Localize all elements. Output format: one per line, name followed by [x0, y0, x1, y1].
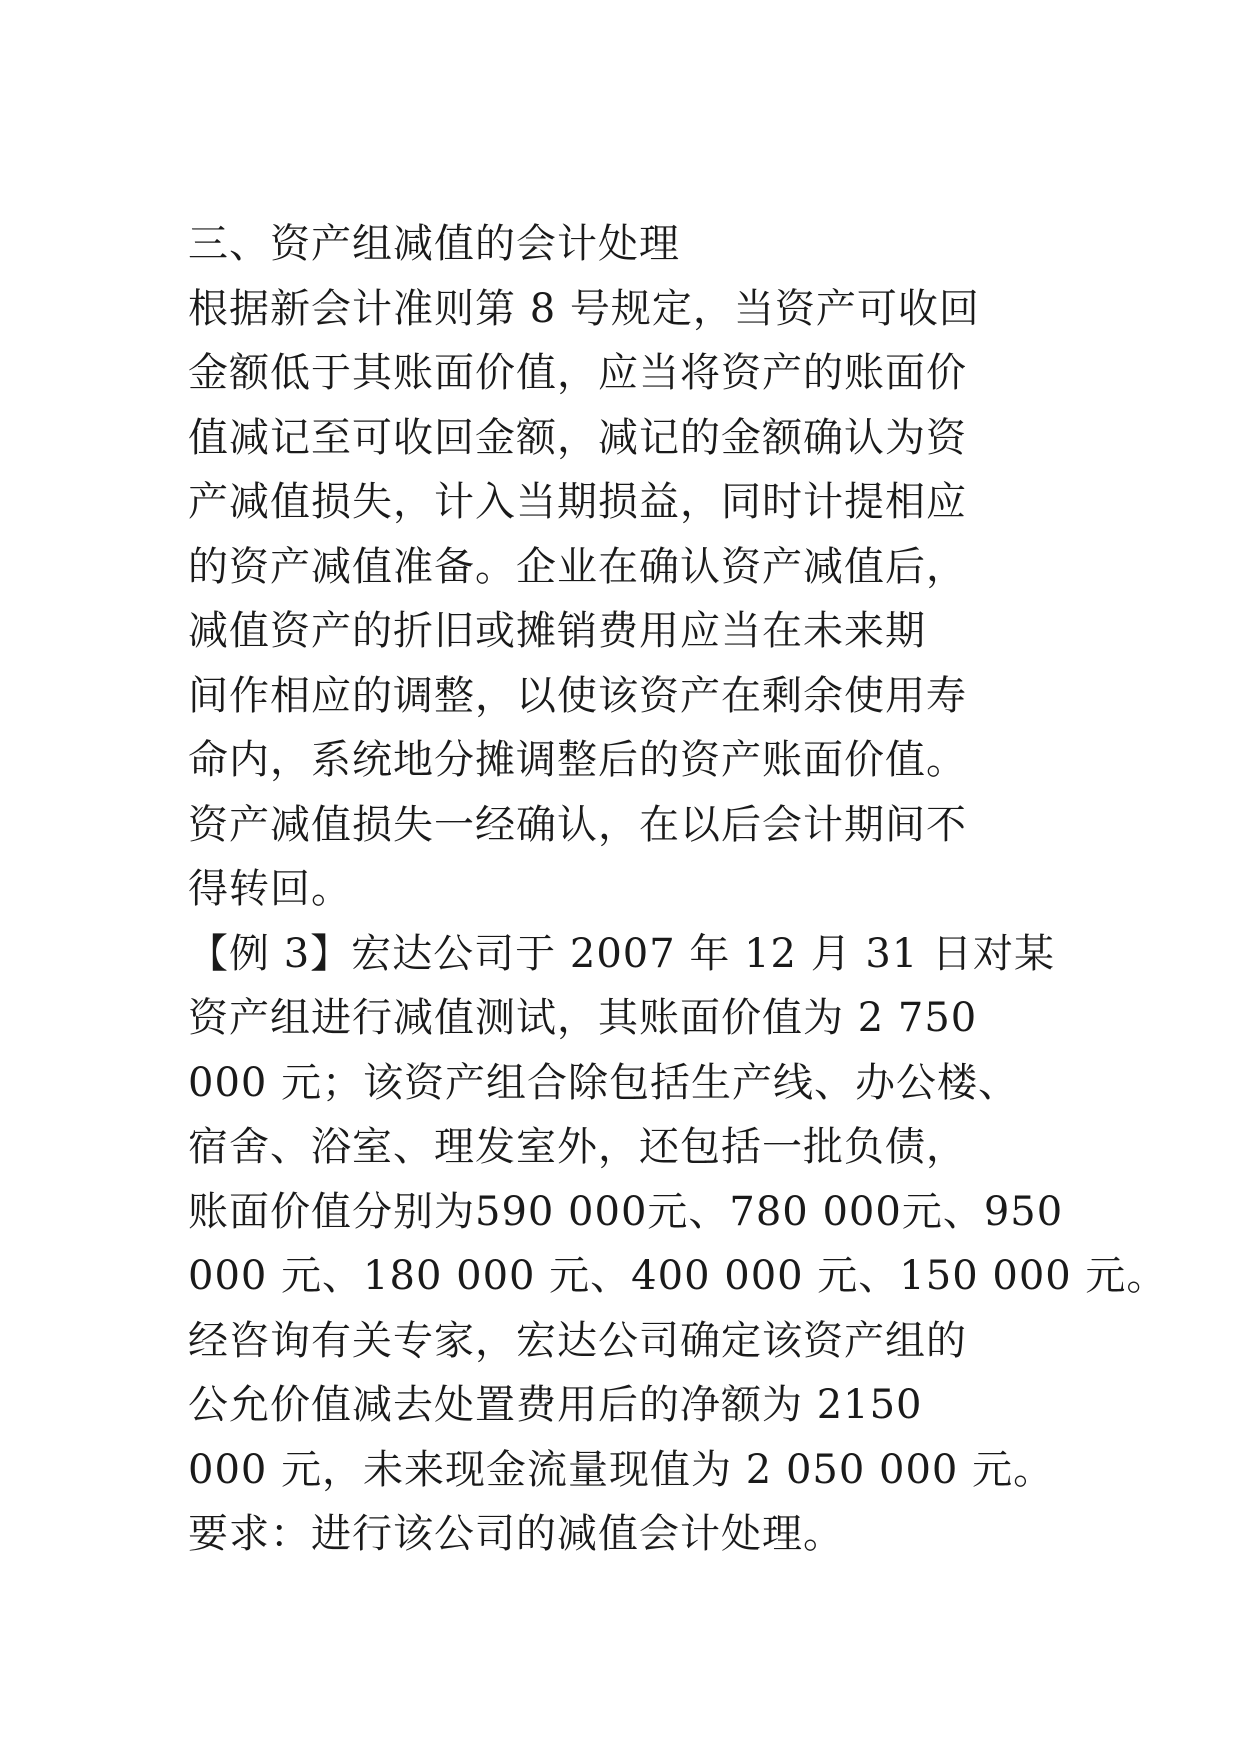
text-line: 间作相应的调整，以使该资产在剩余使用寿 [188, 672, 967, 719]
text-line: 金额低于其账面价值，应当将资产的账面价 [188, 350, 967, 396]
text-line: 值减记至可收回金额，减记的金额确认为资 [188, 414, 967, 461]
text-line: 命内，系统地分摊调整后的资产账面价值。 [188, 737, 967, 783]
text-line: 000 元；该资产组合除包括生产线、办公楼、 [188, 1059, 1020, 1106]
text-line: 宿舍、浴室、理发室外，还包括一批负债， [188, 1124, 967, 1170]
text-line: 账面价值分别为590 000元、780 000元、950 [188, 1188, 1064, 1235]
text-line: 根据新会计准则第 8 号规定，当资产可收回 [188, 285, 980, 332]
text-line: 得转回。 [188, 866, 352, 912]
text-line: 经咨询有关专家，宏达公司确定该资产组的 [188, 1317, 967, 1364]
text-line: 资产组进行减值测试，其账面价值为 2 750 [188, 995, 978, 1041]
example-heading-line: 【例 3】宏达公司于 2007 年 12 月 31 日对某 [188, 930, 1056, 977]
text-line: 公允价值减去处置费用后的净额为 2150 [188, 1382, 923, 1428]
text-line: 产减值损失，计入当期损益，同时计提相应 [188, 479, 967, 525]
text-line: 减值资产的折旧或摊销费用应当在未来期 [188, 608, 926, 654]
section-heading: 三、资产组减值的会计处理 [188, 221, 680, 267]
document-text [188, 212, 1168, 1567]
text-line: 000 元、180 000 元、400 000 元、150 000 元。 [188, 1253, 1168, 1299]
text-line: 000 元，未来现金流量现值为 2 050 000 元。 [188, 1446, 1055, 1493]
requirement-line: 要求：进行该公司的减值会计处理。 [188, 1511, 844, 1557]
text-line: 的资产减值准备。企业在确认资产减值后， [188, 543, 967, 590]
text-line: 资产减值损失一经确认，在以后会计期间不 [188, 801, 967, 848]
